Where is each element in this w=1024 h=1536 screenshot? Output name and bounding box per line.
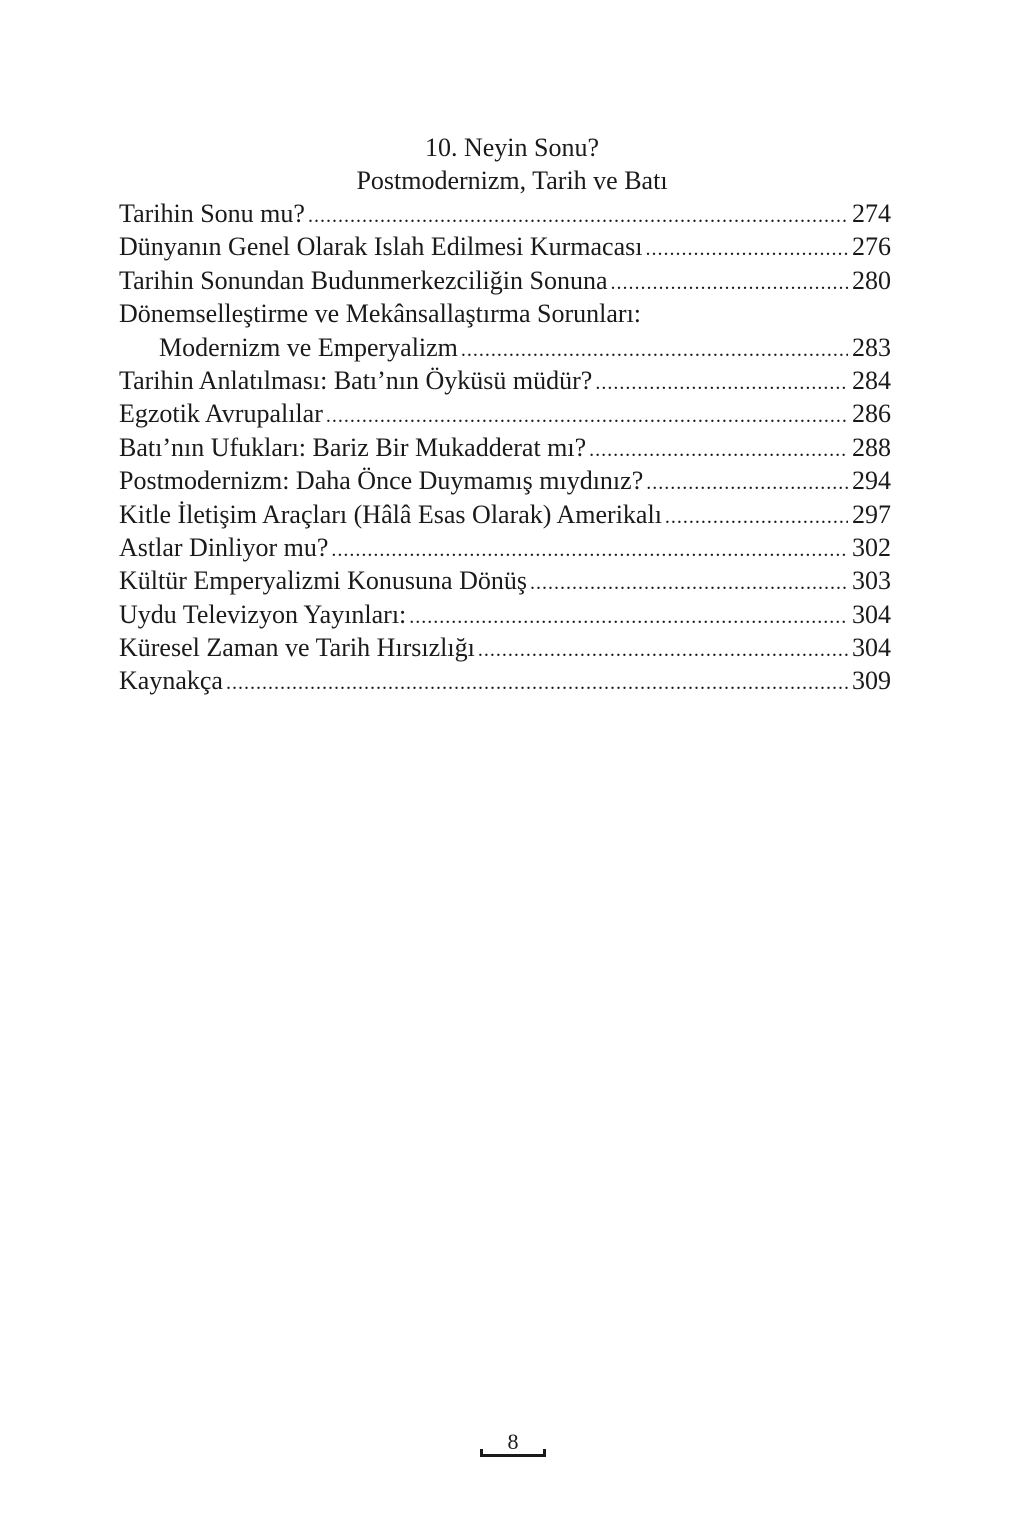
toc-entry [119, 598, 891, 631]
toc-entry-page: 283 [852, 332, 891, 362]
toc-entry-title: Kaynakça [119, 666, 223, 696]
toc-entry-title: Küresel Zaman ve Tarih Hırsızlığı [119, 633, 475, 663]
toc-entry-continuation [119, 331, 891, 364]
toc-entry-title-continuation: Modernizm ve Emperyalizm [159, 332, 458, 362]
toc-entry [119, 364, 891, 397]
toc-dot-leader [589, 434, 848, 464]
toc-entry-page: 280 [852, 265, 891, 295]
toc-entry-page: 284 [852, 365, 891, 395]
page-number-rule [480, 1454, 546, 1457]
toc-dot-leader [308, 200, 848, 230]
toc-entry [119, 397, 891, 430]
toc-entry-page: 274 [852, 199, 891, 228]
toc-entry-title: Kültür Emperyalizmi Konusuna Dönüş [119, 566, 527, 596]
table-of-contents [119, 197, 891, 698]
toc-entry-title: Tarihin Sonundan Budunmerkezciliğin Sonuna [119, 265, 608, 295]
toc-entry [119, 264, 891, 297]
toc-dot-leader [646, 467, 848, 497]
toc-entry-page: 309 [852, 666, 891, 696]
toc-entry [119, 631, 891, 664]
toc-entry [119, 531, 891, 564]
toc-entry [119, 197, 891, 230]
toc-entry [119, 230, 891, 263]
toc-entry-page: 302 [852, 532, 891, 562]
toc-entry-title: Batı’nın Ufukları: Bariz Bir Mukadderat mı? [119, 432, 587, 462]
toc-dot-leader [478, 634, 848, 664]
toc-entry-title: Dünyanın Genel Olarak Islah Edilmesi Kurmacası [119, 232, 643, 262]
toc-entry [119, 431, 891, 464]
chapter-number-title: 10. Neyin Sonu? [424, 133, 600, 162]
toc-entry [119, 464, 891, 497]
toc-entry [119, 498, 891, 531]
toc-entry [119, 664, 891, 697]
toc-entry-title: Astlar Dinliyor mu? [119, 532, 329, 562]
toc-dot-leader [645, 233, 848, 263]
toc-entry-title: Tarihin Sonu mu? [119, 199, 305, 228]
toc-dot-leader [665, 501, 848, 531]
toc-entry-page: 294 [852, 466, 891, 496]
toc-entry-page: 286 [852, 399, 891, 429]
page-number: 8 [507, 1429, 519, 1454]
toc-dot-leader [226, 667, 848, 697]
toc-dot-leader [461, 334, 848, 364]
toc-entry-page: 304 [852, 599, 891, 629]
toc-entry-page: 304 [852, 633, 891, 663]
toc-entry-page: 303 [852, 566, 891, 596]
toc-dot-leader [409, 601, 848, 631]
toc-entry-page: 276 [852, 232, 891, 262]
toc-entry-title: Postmodernizm: Daha Önce Duymamış mıydınız? [119, 466, 644, 496]
toc-entry-page: 288 [852, 432, 891, 462]
toc-entry-page: 297 [852, 499, 891, 529]
chapter-subtitle: Postmodernizm, Tarih ve Batı [356, 166, 668, 195]
toc-entry-title: Egzotik Avrupalılar [119, 399, 323, 429]
toc-dot-leader [331, 534, 848, 564]
toc-entry-title: Uydu Televizyon Yayınları: [119, 599, 407, 629]
toc-dot-leader [611, 267, 849, 297]
toc-entry-title: Dönemselleştirme ve Mekânsallaştırma Sorunları: [119, 299, 642, 329]
toc-dot-leader [530, 567, 848, 597]
toc-entry-title: Kitle İletişim Araçları (Hâlâ Esas Olarak) Amerikalı [119, 499, 662, 529]
toc-entry-title: Tarihin Anlatılması: Batı’nın Öyküsü müdür? [119, 365, 593, 395]
toc-entry [119, 564, 891, 597]
toc-dot-leader [326, 400, 848, 430]
toc-dot-leader [595, 367, 848, 397]
toc-entry-first-line [119, 297, 891, 330]
